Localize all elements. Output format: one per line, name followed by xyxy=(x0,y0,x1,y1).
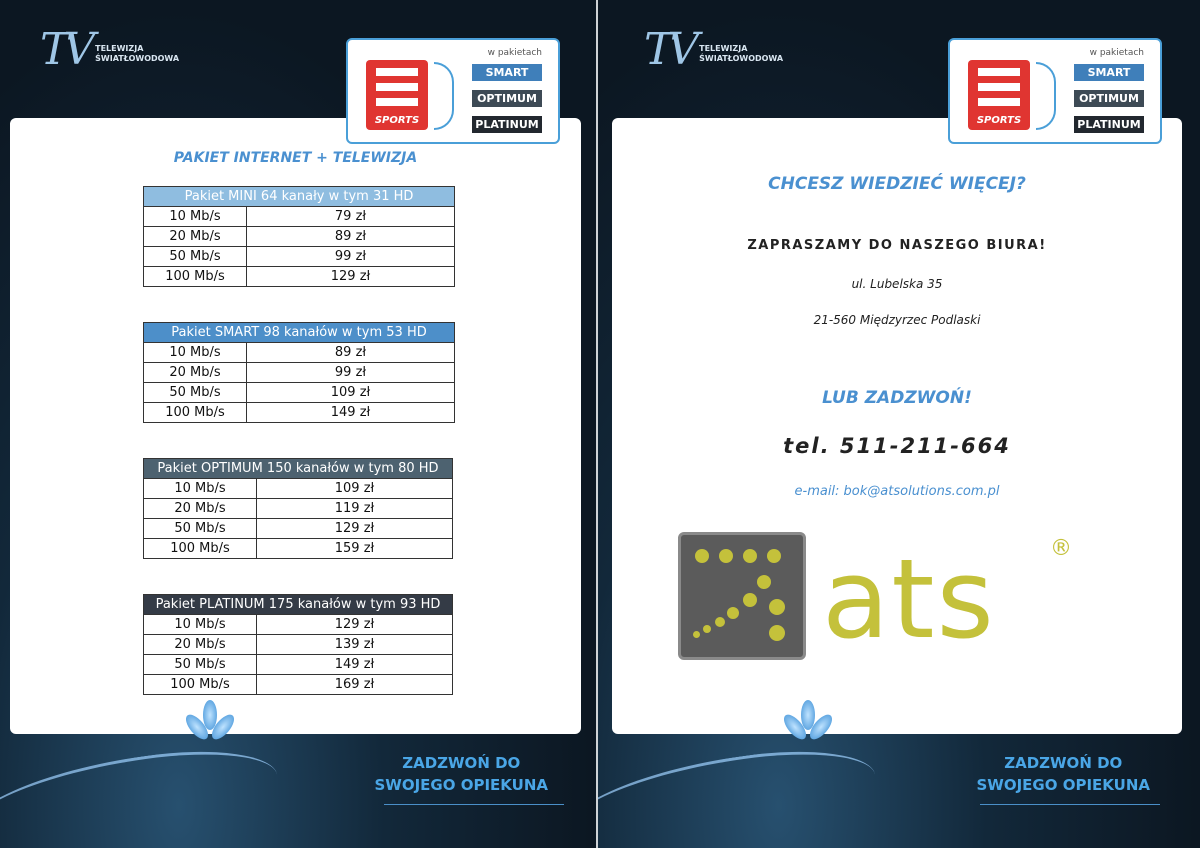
address-street: ul. Lubelska 35 xyxy=(851,277,943,291)
cta-line2: SWOJEGO OPIEKUNA xyxy=(374,776,548,794)
speed-cell: 10 Mb/s xyxy=(144,479,257,499)
price-cell: 89 zł xyxy=(247,227,455,247)
table-row xyxy=(144,635,453,655)
price-card xyxy=(10,118,581,734)
ats-logo-text: ats xyxy=(822,535,996,663)
speed-cell: 10 Mb/s xyxy=(144,207,247,227)
speed-cell: 50 Mb/s xyxy=(144,655,257,675)
price-cell: 119 zł xyxy=(257,499,453,519)
speed-cell: 50 Mb/s xyxy=(144,383,247,403)
package-badge-platinum: PLATINUM xyxy=(1074,116,1144,133)
table-row xyxy=(144,383,455,403)
tv-logo-mark: TV xyxy=(644,24,694,75)
esports-badge xyxy=(948,38,1162,144)
bracket-icon xyxy=(1036,62,1056,130)
price-cell: 149 zł xyxy=(247,403,455,423)
tv-logo-line2: ŚWIATŁOWODOWA xyxy=(699,54,784,63)
table-row xyxy=(144,343,455,363)
price-cell: 99 zł xyxy=(247,247,455,267)
speed-cell: 100 Mb/s xyxy=(144,539,257,559)
light-swirl-decoration xyxy=(0,738,285,848)
esports-logo xyxy=(366,60,428,130)
cta-line2: SWOJEGO OPIEKUNA xyxy=(976,776,1150,794)
price-cell: 109 zł xyxy=(247,383,455,403)
speed-cell: 10 Mb/s xyxy=(144,343,247,363)
price-cell: 109 zł xyxy=(257,479,453,499)
table-row xyxy=(144,615,453,635)
speed-cell: 20 Mb/s xyxy=(144,227,247,247)
price-cell: 129 zł xyxy=(257,519,453,539)
speed-cell: 20 Mb/s xyxy=(144,635,257,655)
speed-cell: 20 Mb/s xyxy=(144,363,247,383)
table-row xyxy=(144,403,455,423)
tv-logo xyxy=(644,24,784,75)
package-badge-platinum: PLATINUM xyxy=(472,116,542,133)
speed-cell: 50 Mb/s xyxy=(144,519,257,539)
price-cell: 99 zł xyxy=(247,363,455,383)
email-address[interactable]: e-mail: bok@atsolutions.com.pl xyxy=(794,484,1000,499)
price-cell: 79 zł xyxy=(247,207,455,227)
tv-logo-line2: ŚWIATŁOWODOWA xyxy=(95,54,180,63)
package-table-smart xyxy=(143,322,455,423)
tv-logo xyxy=(40,24,180,75)
left-leaflet-page xyxy=(0,0,596,848)
call-advisor-text xyxy=(375,752,549,796)
esports-label: SPORTS xyxy=(374,115,420,126)
cta-line1: ZADZWOŃ DO xyxy=(402,754,521,772)
cta-line1: ZADZWOŃ DO xyxy=(1004,754,1123,772)
package-badge-smart: SMART xyxy=(1074,64,1144,81)
table-row xyxy=(144,479,453,499)
tv-logo-text xyxy=(95,44,179,64)
price-heading: PAKIET INTERNET + TELEWIZJA xyxy=(173,150,418,166)
package-table-mini xyxy=(143,186,455,287)
esports-e-icon xyxy=(376,68,418,106)
esports-badge xyxy=(346,38,560,144)
cta-underline xyxy=(384,804,564,805)
price-cell: 139 zł xyxy=(257,635,453,655)
cta-underline xyxy=(980,804,1160,805)
invite-text: ZAPRASZAMY DO NASZEGO BIURA! xyxy=(747,238,1047,253)
right-leaflet-page xyxy=(598,0,1200,848)
price-cell: 129 zł xyxy=(247,267,455,287)
esports-e-icon xyxy=(978,68,1020,106)
package-badge-optimum: OPTIMUM xyxy=(472,90,542,107)
table-row xyxy=(144,655,453,675)
table-row xyxy=(144,267,455,287)
speed-cell: 20 Mb/s xyxy=(144,499,257,519)
tv-logo-line1: TELEWIZJA xyxy=(95,44,144,53)
contact-heading: CHCESZ WIEDZIEĆ WIĘCEJ? xyxy=(768,174,1026,194)
packages-caption: w pakietach xyxy=(487,48,542,58)
package-table-platinum xyxy=(143,594,453,695)
speed-cell: 10 Mb/s xyxy=(144,615,257,635)
tv-logo-line1: TELEWIZJA xyxy=(699,44,748,53)
table-row xyxy=(144,539,453,559)
speed-cell: 100 Mb/s xyxy=(144,403,247,423)
table-row xyxy=(144,675,453,695)
phone-number[interactable]: tel. 511-211-664 xyxy=(783,434,1011,458)
speed-cell: 50 Mb/s xyxy=(144,247,247,267)
address-city: 21-560 Międzyrzec Podlaski xyxy=(813,313,981,327)
call-heading: LUB ZADZWOŃ! xyxy=(822,388,972,408)
package-table-header: Pakiet PLATINUM 175 kanałów w tym 93 HD xyxy=(144,595,453,615)
package-table-header: Pakiet OPTIMUM 150 kanałów w tym 80 HD xyxy=(144,459,453,479)
contact-card xyxy=(612,118,1182,734)
table-row xyxy=(144,247,455,267)
table-row xyxy=(144,363,455,383)
flower-icon xyxy=(788,700,828,750)
package-table-optimum xyxy=(143,458,453,559)
package-badge-smart: SMART xyxy=(472,64,542,81)
price-cell: 89 zł xyxy=(247,343,455,363)
package-table-header: Pakiet MINI 64 kanały w tym 31 HD xyxy=(144,187,455,207)
registered-mark: ® xyxy=(1050,536,1072,561)
esports-label: SPORTS xyxy=(976,115,1022,126)
call-advisor-text xyxy=(977,752,1151,796)
table-row xyxy=(144,227,455,247)
tv-logo-text xyxy=(699,44,783,64)
ats-logo-icon xyxy=(678,532,806,660)
packages-caption: w pakietach xyxy=(1089,48,1144,58)
price-cell: 129 zł xyxy=(257,615,453,635)
table-row xyxy=(144,519,453,539)
price-cell: 169 zł xyxy=(257,675,453,695)
table-row xyxy=(144,207,455,227)
tv-logo-mark: TV xyxy=(40,24,90,75)
light-swirl-decoration xyxy=(598,738,883,848)
bracket-icon xyxy=(434,62,454,130)
price-cell: 149 zł xyxy=(257,655,453,675)
speed-cell: 100 Mb/s xyxy=(144,267,247,287)
esports-logo xyxy=(968,60,1030,130)
table-row xyxy=(144,499,453,519)
speed-cell: 100 Mb/s xyxy=(144,675,257,695)
price-cell: 159 zł xyxy=(257,539,453,559)
package-badge-optimum: OPTIMUM xyxy=(1074,90,1144,107)
flower-icon xyxy=(190,700,230,750)
package-table-header: Pakiet SMART 98 kanałów w tym 53 HD xyxy=(144,323,455,343)
